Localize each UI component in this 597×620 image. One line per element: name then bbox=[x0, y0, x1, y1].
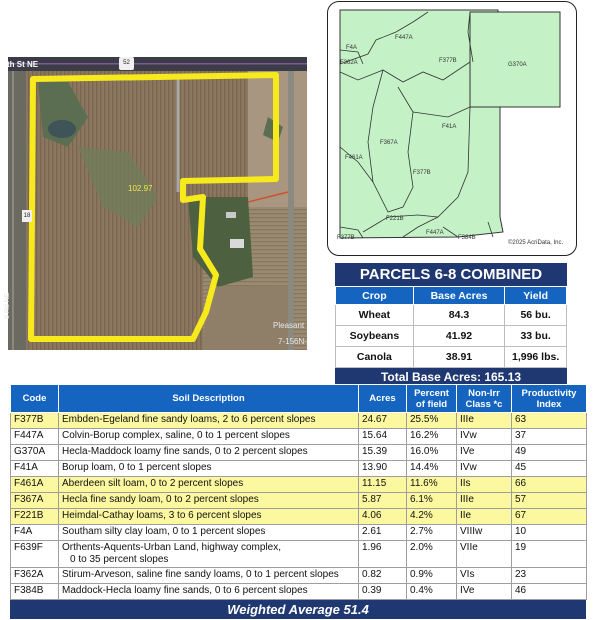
road-label: 8 Rd NE bbox=[4, 292, 11, 319]
soil-description-line: Orthents-Aquents-Urban Land, highway complex, bbox=[62, 542, 282, 553]
soil-code: F447A bbox=[11, 429, 59, 445]
soil-row bbox=[11, 541, 587, 568]
crop-base-acres: 41.92 bbox=[413, 326, 505, 347]
zone-label: F4A bbox=[346, 45, 358, 51]
soil-description: Stirum-Arveson, saline fine sandy loams, 0 to 1 percent slopes bbox=[59, 568, 359, 584]
soil-percent: 0.9% bbox=[407, 568, 457, 584]
soil-row bbox=[11, 445, 587, 461]
soil-class: IVw bbox=[457, 429, 512, 445]
crop-name: Wheat bbox=[336, 305, 414, 326]
soil-description: Borup loam, 0 to 1 percent slopes bbox=[59, 461, 359, 477]
soil-class: IVe bbox=[457, 445, 512, 461]
zone-label: F384B bbox=[458, 235, 476, 241]
acres-column-header: Acres bbox=[359, 385, 407, 413]
soil-class: IIIe bbox=[457, 413, 512, 429]
base-acres-column-header: Base Acres bbox=[413, 287, 505, 305]
zone-label: G370A bbox=[508, 62, 527, 68]
zone-label: F447A bbox=[426, 230, 444, 236]
zone-label: F377B bbox=[413, 170, 431, 176]
aerial-imagery bbox=[8, 57, 307, 350]
soil-code: F362A bbox=[11, 568, 59, 584]
soil-acres: 13.90 bbox=[359, 461, 407, 477]
zone-label: F377B bbox=[439, 58, 457, 64]
zone-label: F377B bbox=[337, 235, 355, 241]
soil-percent: 2.0% bbox=[407, 541, 457, 568]
soil-acres: 4.06 bbox=[359, 509, 407, 525]
soil-code: F461A bbox=[11, 477, 59, 493]
soil-description: Colvin-Borup complex, saline, 0 to 1 percent slopes bbox=[59, 429, 359, 445]
yield-column-header: Yield bbox=[505, 287, 567, 305]
percent-column-header: Percent of field bbox=[407, 385, 457, 413]
soil-map bbox=[327, 1, 577, 256]
soil-percent: 25.5% bbox=[407, 413, 457, 429]
soil-acres: 0.39 bbox=[359, 584, 407, 600]
soil-productivity-index: 67 bbox=[512, 509, 587, 525]
soil-productivity-index: 49 bbox=[512, 445, 587, 461]
road-sign-icon: 18 bbox=[22, 210, 32, 222]
aerial-photo bbox=[4, 57, 307, 350]
crop-yield: 1,996 lbs. bbox=[505, 347, 567, 368]
soil-description-column-header: Soil Description bbox=[59, 385, 359, 413]
soil-row bbox=[11, 525, 587, 541]
soil-productivity-index: 57 bbox=[512, 493, 587, 509]
weighted-average: Weighted Average 51.4 bbox=[10, 600, 586, 619]
section-label: 7-156N- bbox=[278, 337, 307, 346]
soil-productivity-index: 66 bbox=[512, 477, 587, 493]
soil-productivity-index: 19 bbox=[512, 541, 587, 568]
soil-table-header-row bbox=[11, 385, 587, 413]
soil-percent: 6.1% bbox=[407, 493, 457, 509]
class-column-header: Non-Irr Class *c bbox=[457, 385, 512, 413]
zone-label: F367A bbox=[380, 140, 398, 146]
zone-label: F461A bbox=[345, 155, 363, 161]
soil-table bbox=[10, 384, 587, 600]
soil-class: IIs bbox=[457, 477, 512, 493]
soil-class: IVe bbox=[457, 584, 512, 600]
soil-code: F639F bbox=[11, 541, 59, 568]
highway-shield-icon: 52 bbox=[119, 57, 134, 70]
soil-description: Southam silty clay loam, 0 to 1 percent slopes bbox=[59, 525, 359, 541]
crop-base-acres: 38.91 bbox=[413, 347, 505, 368]
crop-name: Canola bbox=[336, 347, 414, 368]
soil-class: IVw bbox=[457, 461, 512, 477]
soil-percent: 16.0% bbox=[407, 445, 457, 461]
soil-row bbox=[11, 568, 587, 584]
soil-table-body bbox=[11, 413, 587, 600]
soil-row bbox=[11, 461, 587, 477]
crop-name: Soybeans bbox=[336, 326, 414, 347]
total-base-acres: Total Base Acres: 165.13 bbox=[335, 368, 567, 387]
soil-percent: 14.4% bbox=[407, 461, 457, 477]
soil-acres: 11.15 bbox=[359, 477, 407, 493]
soil-code: F384B bbox=[11, 584, 59, 600]
crop-yield: 33 bu. bbox=[505, 326, 567, 347]
crop-table bbox=[335, 286, 567, 368]
zone-label: F447A bbox=[395, 35, 413, 41]
soil-acres: 2.61 bbox=[359, 525, 407, 541]
soil-code: F4A bbox=[11, 525, 59, 541]
soil-code: F221B bbox=[11, 509, 59, 525]
crop-yield: 56 bu. bbox=[505, 305, 567, 326]
zone-label: F362A bbox=[340, 60, 358, 66]
soil-description: Aberdeen silt loam, 0 to 2 percent slopes bbox=[59, 477, 359, 493]
soil-description: Embden-Egeland fine sandy loams, 2 to 6 percent slopes bbox=[59, 413, 359, 429]
soil-description: Hecla-Maddock loamy fine sands, 0 to 2 percent slopes bbox=[59, 445, 359, 461]
soil-code: F377B bbox=[11, 413, 59, 429]
soil-acres: 15.39 bbox=[359, 445, 407, 461]
soil-class: IIIe bbox=[457, 493, 512, 509]
soil-description: Maddock-Hecla loamy fine sands, 0 to 6 percent slopes bbox=[59, 584, 359, 600]
soil-acres: 15.64 bbox=[359, 429, 407, 445]
crop-summary-table bbox=[335, 263, 567, 387]
crop-table-header-row bbox=[336, 287, 567, 305]
crop-base-acres: 84.3 bbox=[413, 305, 505, 326]
crop-row bbox=[336, 347, 567, 368]
township-label: Pleasant bbox=[273, 321, 305, 330]
soil-code: G370A bbox=[11, 445, 59, 461]
soil-acres: 5.87 bbox=[359, 493, 407, 509]
soil-class: VIIe bbox=[457, 541, 512, 568]
map-copyright: ©2025 AcriData, Inc. bbox=[508, 240, 564, 246]
soil-percent: 0.4% bbox=[407, 584, 457, 600]
soil-percent: 11.6% bbox=[407, 477, 457, 493]
soil-description-line: 0 to 35 percent slopes bbox=[70, 554, 169, 565]
soil-percent: 2.7% bbox=[407, 525, 457, 541]
soil-table-container bbox=[10, 384, 586, 619]
crop-row bbox=[336, 326, 567, 347]
soil-productivity-index: 23 bbox=[512, 568, 587, 584]
zone-label: F221B bbox=[386, 216, 404, 222]
soil-code: F367A bbox=[11, 493, 59, 509]
acres-label: 102.97 bbox=[128, 184, 153, 193]
soil-row bbox=[11, 509, 587, 525]
productivity-column-header: Productivity Index bbox=[512, 385, 587, 413]
soil-row bbox=[11, 477, 587, 493]
soil-row bbox=[11, 413, 587, 429]
crop-column-header: Crop bbox=[336, 287, 414, 305]
soil-description bbox=[59, 541, 359, 568]
crop-row bbox=[336, 305, 567, 326]
soil-description: Hecla fine sandy loam, 0 to 2 percent slopes bbox=[59, 493, 359, 509]
soil-productivity-index: 10 bbox=[512, 525, 587, 541]
soil-code: F41A bbox=[11, 461, 59, 477]
soil-row bbox=[11, 584, 587, 600]
soil-productivity-index: 46 bbox=[512, 584, 587, 600]
soil-productivity-index: 37 bbox=[512, 429, 587, 445]
code-column-header: Code bbox=[11, 385, 59, 413]
soil-acres: 24.67 bbox=[359, 413, 407, 429]
soil-class: IIe bbox=[457, 509, 512, 525]
soil-acres: 0.82 bbox=[359, 568, 407, 584]
soil-acres: 1.96 bbox=[359, 541, 407, 568]
soil-productivity-index: 63 bbox=[512, 413, 587, 429]
soil-row bbox=[11, 429, 587, 445]
crop-table-title: PARCELS 6-8 COMBINED bbox=[335, 263, 567, 286]
street-label: th St NE bbox=[7, 60, 39, 69]
soil-class: VIs bbox=[457, 568, 512, 584]
soil-productivity-index: 45 bbox=[512, 461, 587, 477]
soil-percent: 16.2% bbox=[407, 429, 457, 445]
soil-class: VIIIw bbox=[457, 525, 512, 541]
soil-row bbox=[11, 493, 587, 509]
soil-percent: 4.2% bbox=[407, 509, 457, 525]
zone-label: F41A bbox=[442, 124, 457, 130]
soil-description: Heimdal-Cathay loams, 3 to 6 percent slopes bbox=[59, 509, 359, 525]
